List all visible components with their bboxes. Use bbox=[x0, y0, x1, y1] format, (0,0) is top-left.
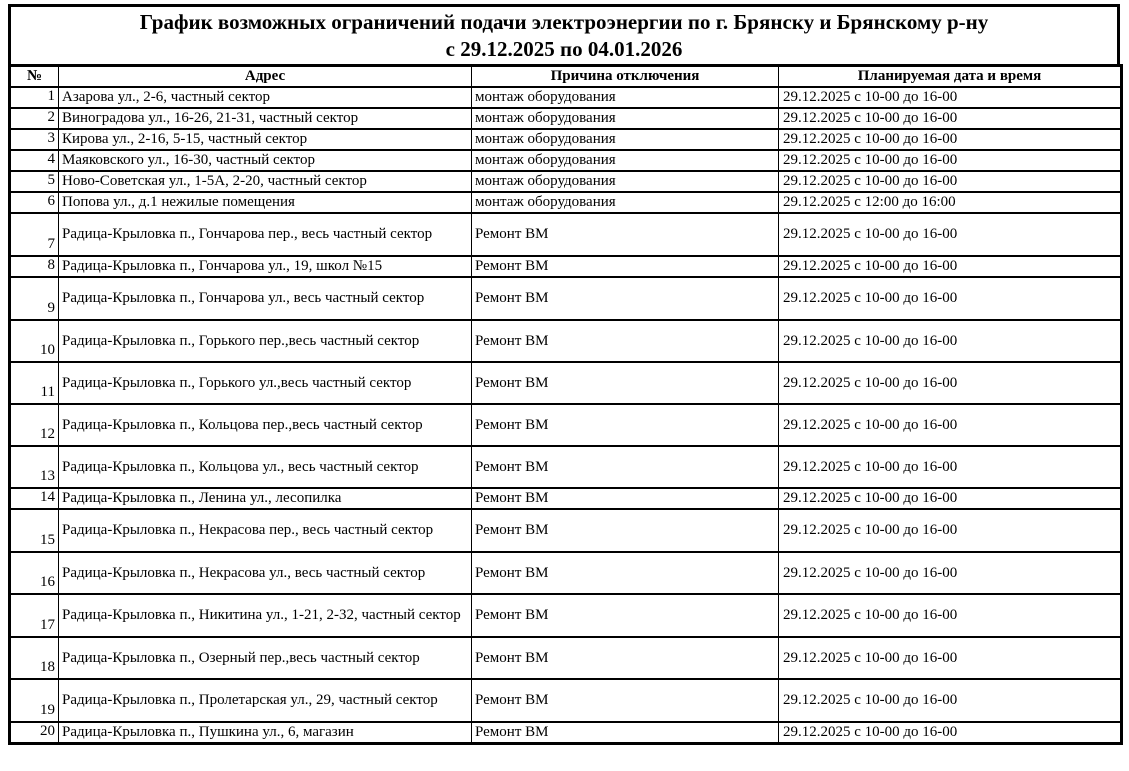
reason-cell: Ремонт ВМ bbox=[472, 594, 779, 637]
table-row bbox=[10, 404, 1122, 446]
reason-cell: Ремонт ВМ bbox=[472, 679, 779, 722]
table-row bbox=[10, 446, 1122, 488]
row-number-cell: 4 bbox=[10, 150, 59, 171]
address-cell: Радица-Крыловка п., Горького ул.,весь частный сектор bbox=[59, 362, 472, 404]
document-title bbox=[8, 4, 1120, 64]
address-cell: Радица-Крыловка п., Гончарова ул., весь частный сектор bbox=[59, 277, 472, 320]
outage-schedule-sheet bbox=[8, 4, 1120, 745]
datetime-cell: 29.12.2025 с 10-00 до 16-00 bbox=[779, 722, 1122, 744]
address-cell: Радица-Крыловка п., Горького пер.,весь частный сектор bbox=[59, 320, 472, 362]
table-row bbox=[10, 362, 1122, 404]
datetime-cell: 29.12.2025 с 10-00 до 16-00 bbox=[779, 87, 1122, 108]
datetime-cell: 29.12.2025 с 10-00 до 16-00 bbox=[779, 129, 1122, 150]
table-row bbox=[10, 129, 1122, 150]
row-number-cell: 18 bbox=[10, 637, 59, 679]
table-row bbox=[10, 637, 1122, 679]
datetime-cell: 29.12.2025 с 10-00 до 16-00 bbox=[779, 637, 1122, 679]
datetime-cell: 29.12.2025 с 10-00 до 16-00 bbox=[779, 213, 1122, 256]
outage-table bbox=[8, 64, 1123, 745]
row-number-cell: 6 bbox=[10, 192, 59, 213]
datetime-cell: 29.12.2025 с 10-00 до 16-00 bbox=[779, 446, 1122, 488]
table-row bbox=[10, 87, 1122, 108]
row-number-cell: 14 bbox=[10, 488, 59, 509]
address-cell: Ново-Советская ул., 1-5А, 2-20, частный сектор bbox=[59, 171, 472, 192]
address-cell: Радица-Крыловка п., Ленина ул., лесопилка bbox=[59, 488, 472, 509]
table-row bbox=[10, 488, 1122, 509]
reason-cell: монтаж оборудования bbox=[472, 87, 779, 108]
outage-table-body bbox=[10, 87, 1122, 744]
address-cell: Попова ул., д.1 нежилые помещения bbox=[59, 192, 472, 213]
table-row bbox=[10, 509, 1122, 552]
reason-cell: Ремонт ВМ bbox=[472, 320, 779, 362]
reason-cell: Ремонт ВМ bbox=[472, 404, 779, 446]
address-cell: Радица-Крыловка п., Гончарова пер., весь частный сектор bbox=[59, 213, 472, 256]
row-number-cell: 10 bbox=[10, 320, 59, 362]
datetime-cell: 29.12.2025 с 10-00 до 16-00 bbox=[779, 488, 1122, 509]
header-datetime: Планируемая дата и время bbox=[779, 66, 1122, 88]
row-number-cell: 11 bbox=[10, 362, 59, 404]
datetime-cell: 29.12.2025 с 10-00 до 16-00 bbox=[779, 509, 1122, 552]
table-row bbox=[10, 594, 1122, 637]
reason-cell: Ремонт ВМ bbox=[472, 637, 779, 679]
reason-cell: Ремонт ВМ bbox=[472, 488, 779, 509]
reason-cell: монтаж оборудования bbox=[472, 129, 779, 150]
row-number-cell: 16 bbox=[10, 552, 59, 594]
reason-cell: Ремонт ВМ bbox=[472, 277, 779, 320]
table-row bbox=[10, 320, 1122, 362]
row-number-cell: 1 bbox=[10, 87, 59, 108]
header-row bbox=[10, 66, 1122, 88]
address-cell: Радица-Крыловка п., Озерный пер.,весь частный сектор bbox=[59, 637, 472, 679]
title-line-2: с 29.12.2025 по 04.01.2026 bbox=[445, 37, 683, 61]
address-cell: Радица-Крыловка п., Гончарова ул., 19, школ №15 bbox=[59, 256, 472, 277]
table-row bbox=[10, 277, 1122, 320]
reason-cell: Ремонт ВМ bbox=[472, 446, 779, 488]
reason-cell: монтаж оборудования bbox=[472, 192, 779, 213]
row-number-cell: 8 bbox=[10, 256, 59, 277]
row-number-cell: 3 bbox=[10, 129, 59, 150]
table-row bbox=[10, 722, 1122, 744]
datetime-cell: 29.12.2025 с 10-00 до 16-00 bbox=[779, 552, 1122, 594]
row-number-cell: 15 bbox=[10, 509, 59, 552]
reason-cell: Ремонт ВМ bbox=[472, 552, 779, 594]
datetime-cell: 29.12.2025 с 10-00 до 16-00 bbox=[779, 171, 1122, 192]
header-reason: Причина отключения bbox=[472, 66, 779, 88]
row-number-cell: 7 bbox=[10, 213, 59, 256]
header-num: № bbox=[10, 66, 59, 88]
table-row bbox=[10, 679, 1122, 722]
row-number-cell: 20 bbox=[10, 722, 59, 744]
row-number-cell: 12 bbox=[10, 404, 59, 446]
title-line-1: График возможных ограничений подачи электроэнергии по г. Брянску и Брянскому р-ну bbox=[139, 10, 989, 34]
address-cell: Радица-Крыловка п., Кольцова ул., весь частный сектор bbox=[59, 446, 472, 488]
datetime-cell: 29.12.2025 с 10-00 до 16-00 bbox=[779, 362, 1122, 404]
row-number-cell: 2 bbox=[10, 108, 59, 129]
table-row bbox=[10, 552, 1122, 594]
address-cell: Азарова ул., 2-6, частный сектор bbox=[59, 87, 472, 108]
reason-cell: Ремонт ВМ bbox=[472, 722, 779, 744]
address-cell: Радица-Крыловка п., Некрасова пер., весь частный сектор bbox=[59, 509, 472, 552]
address-cell: Радица-Крыловка п., Пушкина ул., 6, магазин bbox=[59, 722, 472, 744]
address-cell: Радица-Крыловка п., Никитина ул., 1-21, 2-32, частный сектор bbox=[59, 594, 472, 637]
datetime-cell: 29.12.2025 с 10-00 до 16-00 bbox=[779, 108, 1122, 129]
address-cell: Радица-Крыловка п., Пролетарская ул., 29, частный сектор bbox=[59, 679, 472, 722]
table-row bbox=[10, 256, 1122, 277]
datetime-cell: 29.12.2025 с 12:00 до 16:00 bbox=[779, 192, 1122, 213]
reason-cell: Ремонт ВМ bbox=[472, 509, 779, 552]
reason-cell: Ремонт ВМ bbox=[472, 256, 779, 277]
datetime-cell: 29.12.2025 с 10-00 до 16-00 bbox=[779, 679, 1122, 722]
address-cell: Радица-Крыловка п., Кольцова пер.,весь частный сектор bbox=[59, 404, 472, 446]
reason-cell: Ремонт ВМ bbox=[472, 213, 779, 256]
table-row bbox=[10, 108, 1122, 129]
header-address: Адрес bbox=[59, 66, 472, 88]
row-number-cell: 19 bbox=[10, 679, 59, 722]
datetime-cell: 29.12.2025 с 10-00 до 16-00 bbox=[779, 256, 1122, 277]
address-cell: Радица-Крыловка п., Некрасова ул., весь частный сектор bbox=[59, 552, 472, 594]
reason-cell: Ремонт ВМ bbox=[472, 362, 779, 404]
datetime-cell: 29.12.2025 с 10-00 до 16-00 bbox=[779, 277, 1122, 320]
table-row bbox=[10, 171, 1122, 192]
reason-cell: монтаж оборудования bbox=[472, 171, 779, 192]
datetime-cell: 29.12.2025 с 10-00 до 16-00 bbox=[779, 594, 1122, 637]
row-number-cell: 9 bbox=[10, 277, 59, 320]
address-cell: Кирова ул., 2-16, 5-15, частный сектор bbox=[59, 129, 472, 150]
row-number-cell: 13 bbox=[10, 446, 59, 488]
datetime-cell: 29.12.2025 с 10-00 до 16-00 bbox=[779, 150, 1122, 171]
reason-cell: монтаж оборудования bbox=[472, 150, 779, 171]
reason-cell: монтаж оборудования bbox=[472, 108, 779, 129]
table-row bbox=[10, 213, 1122, 256]
row-number-cell: 17 bbox=[10, 594, 59, 637]
address-cell: Маяковского ул., 16-30, частный сектор bbox=[59, 150, 472, 171]
datetime-cell: 29.12.2025 с 10-00 до 16-00 bbox=[779, 404, 1122, 446]
address-cell: Виноградова ул., 16-26, 21-31, частный сектор bbox=[59, 108, 472, 129]
datetime-cell: 29.12.2025 с 10-00 до 16-00 bbox=[779, 320, 1122, 362]
row-number-cell: 5 bbox=[10, 171, 59, 192]
table-row bbox=[10, 192, 1122, 213]
table-row bbox=[10, 150, 1122, 171]
